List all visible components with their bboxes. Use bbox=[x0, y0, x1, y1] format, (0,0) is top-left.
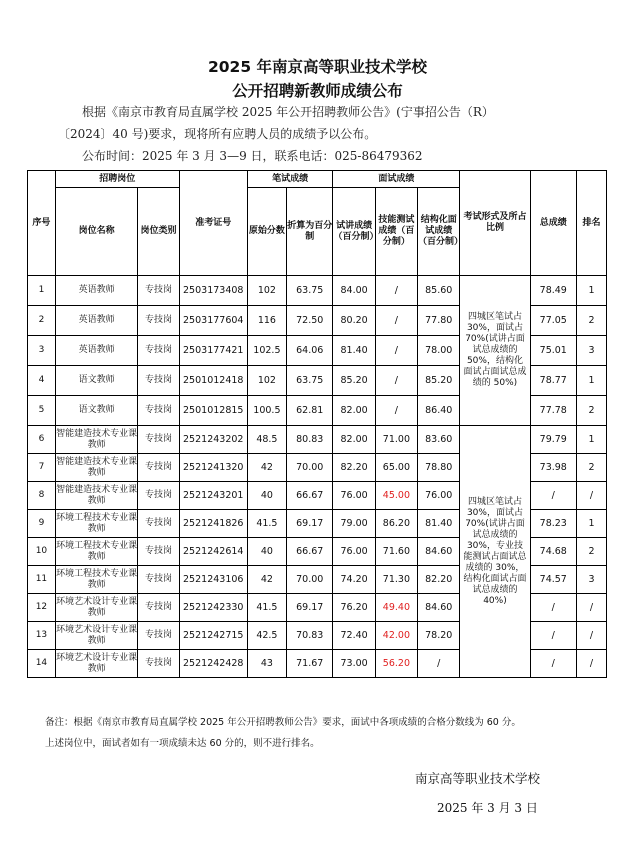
cell-post-name: 英语教师 bbox=[55, 336, 138, 366]
cell-lecture: 76.00 bbox=[333, 538, 375, 566]
cell-lecture: 80.20 bbox=[333, 306, 375, 336]
cell-post-name: 智能建造技术专业课教师 bbox=[55, 454, 138, 482]
cell-skill: 65.00 bbox=[375, 454, 417, 482]
cell-post-name: 语文教师 bbox=[55, 396, 138, 426]
cell-ticket: 2503177421 bbox=[179, 336, 247, 366]
cell-seq: 3 bbox=[28, 336, 56, 366]
cell-total: 77.05 bbox=[530, 306, 576, 336]
cell-post-name: 环境艺术设计专业课教师 bbox=[55, 594, 138, 622]
cell-seq: 10 bbox=[28, 538, 56, 566]
cell-post-type: 专技岗 bbox=[138, 276, 179, 306]
cell-percent: 70.00 bbox=[287, 454, 333, 482]
cell-rank: 2 bbox=[576, 396, 606, 426]
cell-ticket: 2521241826 bbox=[179, 510, 247, 538]
cell-lecture: 74.20 bbox=[333, 566, 375, 594]
cell-rank: 2 bbox=[576, 454, 606, 482]
cell-ticket: 2503173408 bbox=[179, 276, 247, 306]
cell-skill: 42.00 bbox=[375, 622, 417, 650]
header-post-type: 岗位类别 bbox=[138, 188, 179, 276]
cell-raw: 42 bbox=[247, 454, 286, 482]
cell-post-name: 环境艺术设计专业课教师 bbox=[55, 650, 138, 678]
cell-structured: 82.20 bbox=[418, 566, 460, 594]
cell-post-type: 专技岗 bbox=[138, 566, 179, 594]
exam-form-a: 四城区笔试占 30%，面试占 70%(试讲占面试总成绩的 50%，结构化面试占面试总成绩的 50%) bbox=[460, 276, 530, 426]
cell-structured: 78.00 bbox=[418, 336, 460, 366]
cell-lecture: 82.00 bbox=[333, 396, 375, 426]
cell-rank: 1 bbox=[576, 276, 606, 306]
cell-structured: / bbox=[418, 650, 460, 678]
header-percent: 折算为百分制 bbox=[287, 188, 333, 276]
cell-seq: 9 bbox=[28, 510, 56, 538]
cell-post-name: 环境工程技术专业课教师 bbox=[55, 566, 138, 594]
cell-rank: 1 bbox=[576, 426, 606, 454]
cell-seq: 12 bbox=[28, 594, 56, 622]
cell-skill: 49.40 bbox=[375, 594, 417, 622]
cell-rank: / bbox=[576, 650, 606, 678]
intro-line-1: 根据《南京市教育局直属学校 2025 年公开招聘教师公告》(宁事招公告（R） bbox=[82, 105, 494, 119]
intro-line-3: 公布时间：2025 年 3 月 3—9 日，联系电话：025-86479362 bbox=[82, 149, 423, 163]
cell-raw: 116 bbox=[247, 306, 286, 336]
cell-seq: 7 bbox=[28, 454, 56, 482]
cell-rank: 1 bbox=[576, 366, 606, 396]
cell-rank: / bbox=[576, 622, 606, 650]
header-rank: 排名 bbox=[576, 171, 606, 276]
cell-total: / bbox=[530, 594, 576, 622]
intro-paragraph bbox=[58, 101, 588, 167]
cell-post-type: 专技岗 bbox=[138, 366, 179, 396]
cell-post-name: 智能建造技术专业课教师 bbox=[55, 426, 138, 454]
scores-table bbox=[27, 170, 607, 678]
cell-post-type: 专技岗 bbox=[138, 306, 179, 336]
cell-structured: 84.60 bbox=[418, 538, 460, 566]
cell-ticket: 2501012418 bbox=[179, 366, 247, 396]
cell-rank: 2 bbox=[576, 306, 606, 336]
cell-percent: 80.83 bbox=[287, 426, 333, 454]
cell-skill: 71.00 bbox=[375, 426, 417, 454]
cell-total: 78.49 bbox=[530, 276, 576, 306]
header-post-name: 岗位名称 bbox=[55, 188, 138, 276]
cell-structured: 86.40 bbox=[418, 396, 460, 426]
cell-total: / bbox=[530, 622, 576, 650]
cell-percent: 64.06 bbox=[287, 336, 333, 366]
cell-raw: 42 bbox=[247, 566, 286, 594]
intro-line-2: 〔2024〕40 号)要求，现将所有应聘人员的成绩予以公布。 bbox=[58, 127, 377, 141]
cell-lecture: 73.00 bbox=[333, 650, 375, 678]
cell-raw: 100.5 bbox=[247, 396, 286, 426]
signature-org: 南京高等职业技术学校 bbox=[415, 771, 541, 786]
cell-structured: 85.20 bbox=[418, 366, 460, 396]
cell-total: 78.77 bbox=[530, 366, 576, 396]
cell-post-name: 英语教师 bbox=[55, 306, 138, 336]
cell-seq: 2 bbox=[28, 306, 56, 336]
cell-ticket: 2501012815 bbox=[179, 396, 247, 426]
cell-percent: 62.81 bbox=[287, 396, 333, 426]
cell-lecture: 84.00 bbox=[333, 276, 375, 306]
cell-seq: 1 bbox=[28, 276, 56, 306]
cell-structured: 84.60 bbox=[418, 594, 460, 622]
cell-skill: / bbox=[375, 306, 417, 336]
header-post-group: 招聘岗位 bbox=[55, 171, 179, 188]
cell-percent: 69.17 bbox=[287, 510, 333, 538]
cell-lecture: 72.40 bbox=[333, 622, 375, 650]
cell-seq: 8 bbox=[28, 482, 56, 510]
cell-lecture: 79.00 bbox=[333, 510, 375, 538]
header-interview-group: 面试成绩 bbox=[333, 171, 460, 188]
cell-percent: 70.83 bbox=[287, 622, 333, 650]
cell-percent: 71.67 bbox=[287, 650, 333, 678]
cell-structured: 78.20 bbox=[418, 622, 460, 650]
cell-lecture: 76.20 bbox=[333, 594, 375, 622]
cell-post-type: 专技岗 bbox=[138, 336, 179, 366]
cell-raw: 41.5 bbox=[247, 510, 286, 538]
cell-seq: 4 bbox=[28, 366, 56, 396]
cell-raw: 48.5 bbox=[247, 426, 286, 454]
cell-structured: 83.60 bbox=[418, 426, 460, 454]
cell-post-name: 环境工程技术专业课教师 bbox=[55, 510, 138, 538]
cell-post-type: 专技岗 bbox=[138, 622, 179, 650]
cell-post-type: 专技岗 bbox=[138, 454, 179, 482]
cell-structured: 78.80 bbox=[418, 454, 460, 482]
cell-post-name: 环境工程技术专业课教师 bbox=[55, 538, 138, 566]
cell-lecture: 85.20 bbox=[333, 366, 375, 396]
cell-raw: 102.5 bbox=[247, 336, 286, 366]
cell-percent: 66.67 bbox=[287, 538, 333, 566]
cell-ticket: 2503177604 bbox=[179, 306, 247, 336]
cell-total: 73.98 bbox=[530, 454, 576, 482]
cell-raw: 43 bbox=[247, 650, 286, 678]
cell-percent: 66.67 bbox=[287, 482, 333, 510]
cell-total: 77.78 bbox=[530, 396, 576, 426]
note-line-2: 上述岗位中，面试者如有一项成绩未达 60 分的，则不进行排名。 bbox=[45, 738, 320, 749]
header-skill: 技能测试成绩（百分制） bbox=[375, 188, 417, 276]
cell-percent: 63.75 bbox=[287, 276, 333, 306]
header-seq: 序号 bbox=[28, 171, 56, 276]
cell-raw: 40 bbox=[247, 482, 286, 510]
cell-total: 78.23 bbox=[530, 510, 576, 538]
table-row bbox=[28, 276, 607, 306]
cell-ticket: 2521242330 bbox=[179, 594, 247, 622]
cell-raw: 42.5 bbox=[247, 622, 286, 650]
cell-total: 79.79 bbox=[530, 426, 576, 454]
cell-total: 74.68 bbox=[530, 538, 576, 566]
cell-raw: 40 bbox=[247, 538, 286, 566]
cell-lecture: 82.00 bbox=[333, 426, 375, 454]
header-total: 总成绩 bbox=[530, 171, 576, 276]
cell-total: 74.57 bbox=[530, 566, 576, 594]
cell-raw: 41.5 bbox=[247, 594, 286, 622]
cell-post-type: 专技岗 bbox=[138, 426, 179, 454]
cell-seq: 11 bbox=[28, 566, 56, 594]
cell-post-type: 专技岗 bbox=[138, 650, 179, 678]
header-raw: 原始分数 bbox=[247, 188, 286, 276]
cell-ticket: 2521242428 bbox=[179, 650, 247, 678]
title-line-1: 2025 年南京高等职业技术学校 bbox=[207, 58, 428, 76]
cell-post-type: 专技岗 bbox=[138, 538, 179, 566]
cell-ticket: 2521243201 bbox=[179, 482, 247, 510]
header-lecture: 试讲成绩（百分制） bbox=[333, 188, 375, 276]
cell-skill: 86.20 bbox=[375, 510, 417, 538]
cell-skill: 71.60 bbox=[375, 538, 417, 566]
cell-total: 75.01 bbox=[530, 336, 576, 366]
cell-skill: 45.00 bbox=[375, 482, 417, 510]
cell-rank: 3 bbox=[576, 336, 606, 366]
cell-percent: 69.17 bbox=[287, 594, 333, 622]
signature-date: 2025 年 3 月 3 日 bbox=[437, 801, 538, 815]
cell-rank: 2 bbox=[576, 538, 606, 566]
cell-skill: / bbox=[375, 336, 417, 366]
cell-post-name: 环境艺术设计专业课教师 bbox=[55, 622, 138, 650]
table-row bbox=[28, 426, 607, 454]
cell-lecture: 82.20 bbox=[333, 454, 375, 482]
cell-skill: 56.20 bbox=[375, 650, 417, 678]
cell-rank: / bbox=[576, 594, 606, 622]
note bbox=[45, 712, 605, 754]
cell-ticket: 2521242614 bbox=[179, 538, 247, 566]
cell-skill: / bbox=[375, 366, 417, 396]
note-line-1: 备注：根据《南京市教育局直属学校 2025 年公开招聘教师公告》要求，面试中各项成绩的合格分数线为 60 分。 bbox=[45, 717, 521, 728]
cell-ticket: 2521243202 bbox=[179, 426, 247, 454]
header-written-group: 笔试成绩 bbox=[247, 171, 333, 188]
cell-post-type: 专技岗 bbox=[138, 482, 179, 510]
cell-skill: / bbox=[375, 276, 417, 306]
cell-seq: 5 bbox=[28, 396, 56, 426]
header-ticket: 准考证号 bbox=[179, 171, 247, 276]
cell-percent: 70.00 bbox=[287, 566, 333, 594]
cell-ticket: 2521243106 bbox=[179, 566, 247, 594]
cell-rank: 3 bbox=[576, 566, 606, 594]
cell-raw: 102 bbox=[247, 366, 286, 396]
cell-lecture: 81.40 bbox=[333, 336, 375, 366]
cell-rank: / bbox=[576, 482, 606, 510]
cell-ticket: 2521241320 bbox=[179, 454, 247, 482]
cell-skill: 71.30 bbox=[375, 566, 417, 594]
cell-structured: 77.80 bbox=[418, 306, 460, 336]
cell-lecture: 76.00 bbox=[333, 482, 375, 510]
header-structured: 结构化面试成绩（百分制） bbox=[418, 188, 460, 276]
cell-post-name: 英语教师 bbox=[55, 276, 138, 306]
cell-post-type: 专技岗 bbox=[138, 396, 179, 426]
cell-post-name: 智能建造技术专业课教师 bbox=[55, 482, 138, 510]
cell-rank: 1 bbox=[576, 510, 606, 538]
cell-skill: / bbox=[375, 396, 417, 426]
cell-raw: 102 bbox=[247, 276, 286, 306]
cell-structured: 81.40 bbox=[418, 510, 460, 538]
cell-post-name: 语文教师 bbox=[55, 366, 138, 396]
cell-percent: 72.50 bbox=[287, 306, 333, 336]
cell-total: / bbox=[530, 482, 576, 510]
cell-seq: 13 bbox=[28, 622, 56, 650]
title-line-2: 公开招聘新教师成绩公布 bbox=[232, 82, 403, 100]
exam-form-b: 四城区笔试占 30%，面试占 70%(试讲占面试总成绩的 30%，专业技能测试占面试总成绩的 30%，结构化面试占面试总成绩的 40%) bbox=[460, 426, 530, 678]
cell-structured: 76.00 bbox=[418, 482, 460, 510]
cell-seq: 6 bbox=[28, 426, 56, 454]
cell-ticket: 2521242715 bbox=[179, 622, 247, 650]
cell-structured: 85.60 bbox=[418, 276, 460, 306]
cell-total: / bbox=[530, 650, 576, 678]
cell-percent: 63.75 bbox=[287, 366, 333, 396]
header-exam-form: 考试形式及所占比例 bbox=[460, 171, 530, 276]
cell-post-type: 专技岗 bbox=[138, 594, 179, 622]
cell-post-type: 专技岗 bbox=[138, 510, 179, 538]
cell-seq: 14 bbox=[28, 650, 56, 678]
